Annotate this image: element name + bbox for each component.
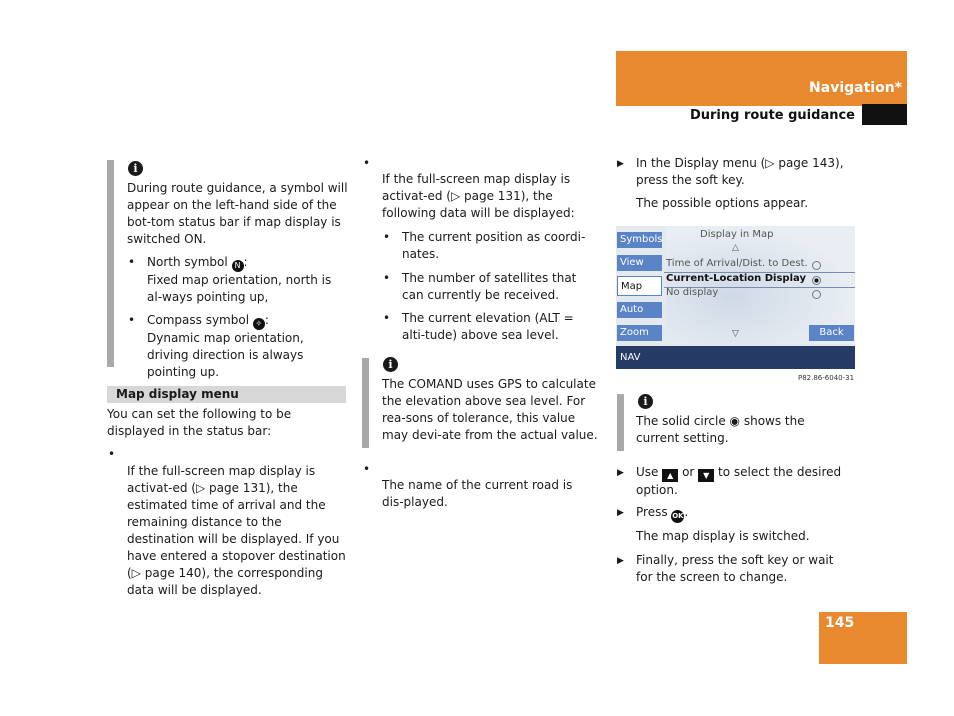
header-accent-box xyxy=(616,51,907,104)
step1-text: In the Display menu (▷ page 143), press the soft key. xyxy=(636,156,844,187)
arrow-up-key-icon: ▲ xyxy=(662,469,678,482)
info-icon: i xyxy=(128,161,143,176)
radio-empty-icon xyxy=(812,290,821,299)
compass-symbol-text: Dynamic map orientation, driving direction is always pointing up. xyxy=(147,331,304,379)
step2-text: Use ▲ or ▼ to select the desired option. xyxy=(636,465,842,497)
option-current-location[interactable]: Current-Location Display xyxy=(666,273,806,284)
position-item: The current position as coordi-nates. xyxy=(402,230,586,261)
comand-screen xyxy=(616,226,855,369)
info-bar xyxy=(107,160,114,367)
section-heading: Map display menu xyxy=(107,386,346,403)
bullet-dot: • xyxy=(128,255,136,269)
bullet-dot: • xyxy=(383,271,391,285)
scroll-up-icon[interactable]: △ xyxy=(732,243,739,253)
softkey-symbols[interactable]: Symbols xyxy=(617,232,662,248)
north-symbol-icon: N xyxy=(232,260,244,272)
compass-symbol-label: Compass symbol xyxy=(147,313,250,327)
step1-result: The possible options appear. xyxy=(636,196,809,210)
header-title: Navigation* xyxy=(809,80,902,96)
road-name-text: The name of the current road is dis-played. xyxy=(382,478,573,509)
step-arrow-icon: ▶ xyxy=(617,159,624,169)
info-icon: i xyxy=(383,357,398,372)
figure-caption: P82.86-6040-31 xyxy=(798,374,855,382)
elevation-item: The current elevation (ALT = alti-tude) above sea level. xyxy=(402,311,574,342)
north-symbol-text: Fixed map orientation, north is al-ways pointing up, xyxy=(147,273,332,304)
screen-status-bar: NAV xyxy=(616,346,855,369)
softkey-map[interactable]: Map xyxy=(617,276,662,296)
screen-menu-title: Display in Map xyxy=(700,229,774,240)
info-bar xyxy=(362,358,369,448)
bullet-dot: • xyxy=(363,156,371,170)
ok-key-icon: OK xyxy=(671,510,684,523)
solid-circle-info: The solid circle ◉ shows the current setting. xyxy=(636,414,805,445)
step3-result: The map display is switched. xyxy=(636,529,810,543)
section-text: You can set the following to be displayed in the status bar: xyxy=(107,407,292,438)
step-arrow-icon: ▶ xyxy=(617,508,624,518)
step-arrow-icon: ▶ xyxy=(617,468,624,478)
option-arrival-time[interactable]: Time of Arrival/Dist. to Dest. xyxy=(666,258,808,269)
header-subtitle: During route guidance xyxy=(689,108,855,123)
bullet-dot: • xyxy=(108,447,116,461)
info-bar xyxy=(617,394,624,451)
softkey-view[interactable]: View xyxy=(617,255,662,271)
radio-empty-icon xyxy=(812,261,821,270)
bullet-dot: • xyxy=(128,313,136,327)
info-text: During route guidance, a symbol will appear on the left-hand side of the bot-tom status bar if map display is switched ON. xyxy=(127,181,348,246)
fullscreen-intro: If the full-screen map display is activat-ed (▷ page 131), the following data will be displayed: xyxy=(382,172,575,220)
scroll-down-icon[interactable]: ▽ xyxy=(732,329,739,339)
softkey-auto[interactable]: Auto xyxy=(617,302,662,318)
arrival-time-text: If the full-screen map display is activat-ed (▷ page 131), the estimated time of arrival and the remaining distance to the destination will be displayed. If you have entered a stopover destination (▷ page 140), the corresponding data will be displayed. xyxy=(127,464,346,597)
bullet-dot: • xyxy=(363,462,371,476)
radio-selected-icon xyxy=(812,276,821,285)
bullet-dot: • xyxy=(383,311,391,325)
north-symbol-label: North symbol xyxy=(147,255,228,269)
arrow-down-key-icon: ▼ xyxy=(698,469,714,482)
option-no-display[interactable]: No display xyxy=(666,287,719,298)
compass-symbol-item: Compass symbol ✧ : Dynamic map orientation, driving direction is always pointing up. xyxy=(147,313,304,379)
north-symbol-item: North symbol N : Fixed map orientation, north is al-ways pointing up, xyxy=(147,255,332,304)
bullet-dot: • xyxy=(383,230,391,244)
page-number: 145 xyxy=(825,615,855,631)
step-arrow-icon: ▶ xyxy=(617,556,624,566)
header-black-tab xyxy=(862,104,907,125)
info-icon: i xyxy=(638,394,653,409)
satellites-item: The number of satellites that can currently be received. xyxy=(402,271,577,302)
step4-text: Finally, press the soft key or wait for the screen to change. xyxy=(636,553,834,584)
step3-text: Press OK. xyxy=(636,504,846,523)
softkey-zoom[interactable]: Zoom xyxy=(617,325,662,341)
gps-info-text: The COMAND uses GPS to calculate the elevation above sea level. For rea-sons of tolerance, this value may devi-ate from the actual value. xyxy=(382,377,598,442)
softkey-back[interactable]: Back xyxy=(809,325,854,341)
compass-symbol-icon: ✧ xyxy=(253,318,265,330)
